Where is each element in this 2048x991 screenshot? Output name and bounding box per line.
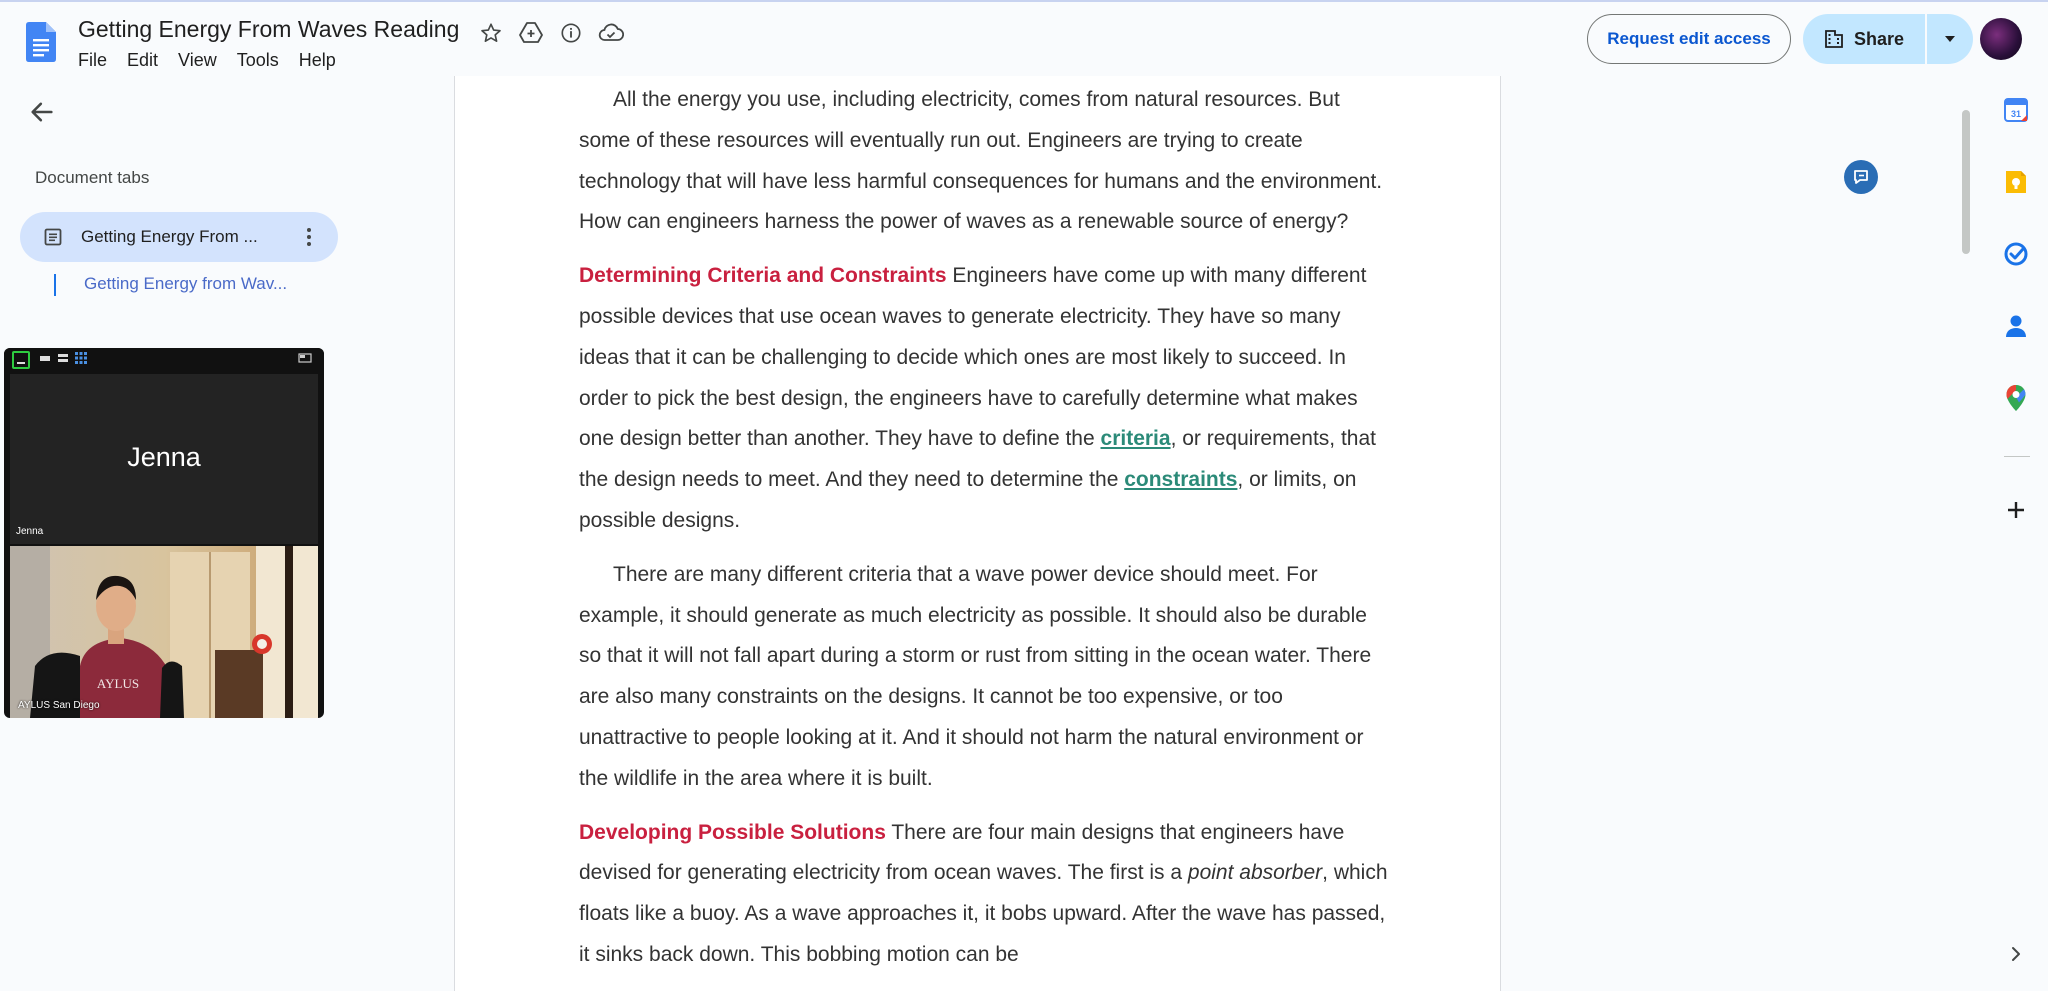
- chevron-right-icon[interactable]: [2000, 938, 2032, 970]
- layout-strip-icon[interactable]: [38, 351, 56, 369]
- paragraph-criteria: [579, 256, 1394, 542]
- menu-help[interactable]: Help: [298, 50, 336, 70]
- vocab-link-constraints[interactable]: constraints: [1124, 468, 1238, 492]
- paragraph-criteria-text-b: , or requirements, that the design needs to meet. And they need to determine the: [579, 427, 1376, 492]
- top-bar: [0, 0, 2048, 76]
- contacts-icon[interactable]: [2000, 310, 2032, 342]
- tab-label: Getting Energy From ...: [81, 227, 258, 246]
- camera-feed: [10, 546, 318, 718]
- building-icon: [1824, 29, 1844, 49]
- document-tabs-heading: Document tabs: [35, 168, 150, 187]
- shirt-logo-text: AYLUS: [96, 676, 140, 691]
- document-body: [579, 76, 1394, 976]
- sub-tab-label: Getting Energy from Wav...: [84, 274, 288, 293]
- calendar-icon[interactable]: [2000, 94, 2032, 126]
- menu-file[interactable]: File: [78, 50, 108, 70]
- vocab-link-criteria[interactable]: criteria: [1100, 427, 1171, 451]
- share-label: Share: [1853, 28, 1905, 49]
- menu-tools[interactable]: Tools: [236, 50, 279, 70]
- title-icons: [478, 20, 624, 46]
- rail-divider: [2004, 456, 2030, 457]
- menu-edit[interactable]: Edit: [127, 50, 159, 70]
- document-page[interactable]: [454, 76, 1501, 991]
- comment-icon[interactable]: [1844, 160, 1878, 194]
- paragraph-intro: All the energy you use, including electricity, comes from natural resources. But some of these resources will eventually run out. Engineers are trying to create technology that will have less harmful consequences for humans and the environment. How can engineers harness the power of waves as a renewable source of energy?: [579, 88, 1383, 234]
- participant-tile-jenna[interactable]: [10, 374, 318, 544]
- participant-label: Jenna: [16, 526, 44, 537]
- paragraph-solutions-text-b: , which floats like a buoy. As a wave approaches it, it bobs upward. After the wave has passed, it sinks back down. This bobbing motion can be: [579, 861, 1388, 966]
- heading-criteria-constraints: Determining Criteria and Constraints: [579, 264, 947, 288]
- request-edit-access-button[interactable]: Request edit access: [1587, 14, 1791, 64]
- paragraph-solutions-text-a: There are four main designs that engineers have devised for generating electricity from ocean waves. The first is a: [579, 820, 1345, 885]
- share-dropdown-button[interactable]: [1927, 14, 1973, 64]
- tasks-icon[interactable]: [2000, 238, 2032, 270]
- exit-overlay-icon[interactable]: [298, 351, 316, 369]
- sub-tab-indicator: [54, 274, 56, 296]
- paragraph-examples: There are many different criteria that a wave power device should meet. For example, it should generate as much electricity as possible. It should also be durable so that it will not fall apart during a storm or rust from sitting in the ocean water. There are also many constraints on the designs. It cannot be too expensive, or too unattractive to people looking at it. And it should not harm the natural environment or the wildlife in the area where it is built.: [579, 562, 1372, 790]
- paragraph-criteria-text-c: , or limits, on possible designs.: [579, 468, 1357, 532]
- heading-developing-solutions: Developing Possible Solutions: [579, 820, 886, 844]
- layout-grid-icon[interactable]: [74, 351, 92, 369]
- more-options-icon[interactable]: [296, 224, 322, 250]
- star-icon[interactable]: [478, 20, 504, 46]
- plus-icon[interactable]: [2000, 494, 2032, 526]
- paragraph-criteria-text-a: Engineers have come up with many different possible devices that use ocean waves to generate electricity. They have so many ideas that it can be challenging to decide which ones are most likely to succeed. In order to pick the best design, the engineers have to carefully determine what makes one design better than another. They have to define the: [579, 264, 1367, 451]
- video-call-overlay: [4, 348, 324, 718]
- participant-camera-tile[interactable]: [10, 546, 318, 718]
- menu-view[interactable]: View: [178, 50, 217, 70]
- info-icon[interactable]: [558, 20, 584, 46]
- share-button[interactable]: [1803, 14, 1925, 64]
- google-docs-icon[interactable]: [26, 22, 56, 62]
- term-point-absorber: point absorber: [1187, 861, 1323, 885]
- keep-icon[interactable]: [2000, 166, 2032, 198]
- menu-bar: [78, 50, 356, 71]
- side-panel-rail: [1990, 76, 2048, 991]
- back-arrow-icon[interactable]: [28, 98, 56, 126]
- caret-down-icon: [1943, 34, 1957, 44]
- vertical-scrollbar[interactable]: [1962, 110, 1970, 254]
- layout-speaker-icon[interactable]: [12, 351, 30, 369]
- maps-icon[interactable]: [2000, 382, 2032, 414]
- camera-label: AYLUS San Diego: [18, 700, 100, 711]
- document-tab-icon: [44, 228, 62, 246]
- cloud-status-icon[interactable]: [598, 20, 624, 46]
- calendar-day-text: 31: [2010, 109, 2022, 119]
- paragraph-solutions: [579, 813, 1394, 976]
- account-avatar[interactable]: [1980, 18, 2022, 60]
- layout-stack-icon[interactable]: [56, 351, 74, 369]
- participant-name: Jenna: [127, 442, 201, 472]
- video-layout-toolbar: [4, 348, 324, 372]
- document-title[interactable]: Getting Energy From Waves Reading: [78, 16, 460, 42]
- tab-getting-energy[interactable]: [20, 212, 338, 262]
- move-to-drive-icon[interactable]: [518, 20, 544, 46]
